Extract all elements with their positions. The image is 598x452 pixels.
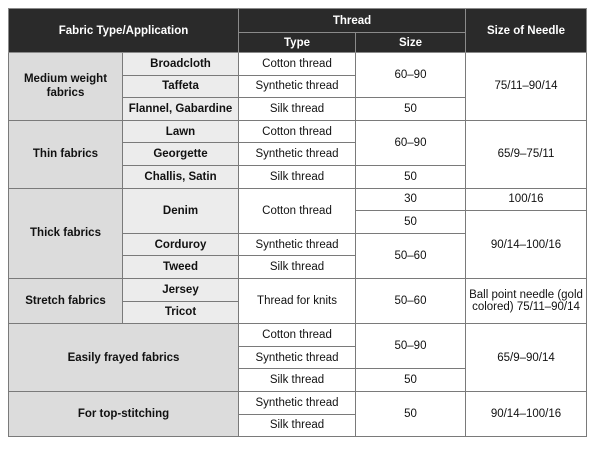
thread-type-cell: Cotton thread xyxy=(239,53,356,76)
table-row xyxy=(9,324,587,347)
thread-type-cell: Synthetic thread xyxy=(239,233,356,256)
thread-type-cell: Thread for knits xyxy=(239,278,356,323)
thread-type-cell: Silk thread xyxy=(239,414,356,437)
thread-size-cell: 50 xyxy=(356,369,466,392)
thread-size-cell: 50–60 xyxy=(356,278,466,323)
fabric-cell: Broadcloth xyxy=(123,53,239,76)
table-row xyxy=(9,391,587,414)
fabric-cell: Challis, Satin xyxy=(123,165,239,188)
fabric-cell: Tricot xyxy=(123,301,239,324)
thread-size-cell: 50 xyxy=(356,98,466,121)
table-row xyxy=(9,120,587,143)
needle-thread-table-wrapper xyxy=(8,8,587,437)
thread-type-cell: Synthetic thread xyxy=(239,346,356,369)
thread-type-cell: Silk thread xyxy=(239,369,356,392)
thread-type-cell: Synthetic thread xyxy=(239,391,356,414)
header-thread-type: Type xyxy=(239,33,356,53)
thread-size-cell: 50 xyxy=(356,165,466,188)
fabric-cell: Jersey xyxy=(123,278,239,301)
fabric-cell: Lawn xyxy=(123,120,239,143)
needle-size-cell: Ball point needle (gold colored) 75/11–90/14 xyxy=(466,278,587,323)
fabric-cell: Taffeta xyxy=(123,75,239,98)
thread-size-cell: 50 xyxy=(356,391,466,436)
category-cell: Medium weight fabrics xyxy=(9,53,123,121)
thread-size-cell: 60–90 xyxy=(356,53,466,98)
header-thread: Thread xyxy=(239,9,466,33)
table-row xyxy=(9,278,587,301)
needle-thread-table xyxy=(8,8,587,437)
needle-size-cell: 65/9–75/11 xyxy=(466,120,587,188)
thread-size-cell: 30 xyxy=(356,188,466,211)
thread-type-cell: Cotton thread xyxy=(239,188,356,233)
table-row xyxy=(9,188,587,211)
fabric-cell: Corduroy xyxy=(123,233,239,256)
thread-type-cell: Cotton thread xyxy=(239,120,356,143)
thread-type-cell: Silk thread xyxy=(239,256,356,279)
thread-type-cell: Silk thread xyxy=(239,98,356,121)
thread-size-cell: 60–90 xyxy=(356,120,466,165)
category-cell: Thick fabrics xyxy=(9,188,123,278)
header-needle-size: Size of Needle xyxy=(466,9,587,53)
thread-type-cell: Cotton thread xyxy=(239,324,356,347)
category-cell: Easily frayed fabrics xyxy=(9,324,239,392)
fabric-cell: Georgette xyxy=(123,143,239,166)
thread-type-cell: Silk thread xyxy=(239,165,356,188)
needle-size-cell: 90/14–100/16 xyxy=(466,391,587,436)
needle-size-cell: 100/16 xyxy=(466,188,587,211)
category-cell: For top-stitching xyxy=(9,391,239,436)
fabric-cell: Denim xyxy=(123,188,239,233)
thread-size-cell: 50–60 xyxy=(356,233,466,278)
thread-type-cell: Synthetic thread xyxy=(239,75,356,98)
header-fabric-type: Fabric Type/Application xyxy=(9,9,239,53)
thread-size-cell: 50–90 xyxy=(356,324,466,369)
needle-size-cell: 65/9–90/14 xyxy=(466,324,587,392)
category-cell: Thin fabrics xyxy=(9,120,123,188)
thread-type-cell: Synthetic thread xyxy=(239,143,356,166)
thread-size-cell: 50 xyxy=(356,211,466,234)
header-row xyxy=(9,9,587,33)
fabric-cell: Flannel, Gabardine xyxy=(123,98,239,121)
fabric-cell: Tweed xyxy=(123,256,239,279)
header-thread-size: Size xyxy=(356,33,466,53)
category-cell: Stretch fabrics xyxy=(9,278,123,323)
needle-size-cell: 75/11–90/14 xyxy=(466,53,587,121)
table-row xyxy=(9,53,587,76)
needle-size-cell: 90/14–100/16 xyxy=(466,211,587,279)
